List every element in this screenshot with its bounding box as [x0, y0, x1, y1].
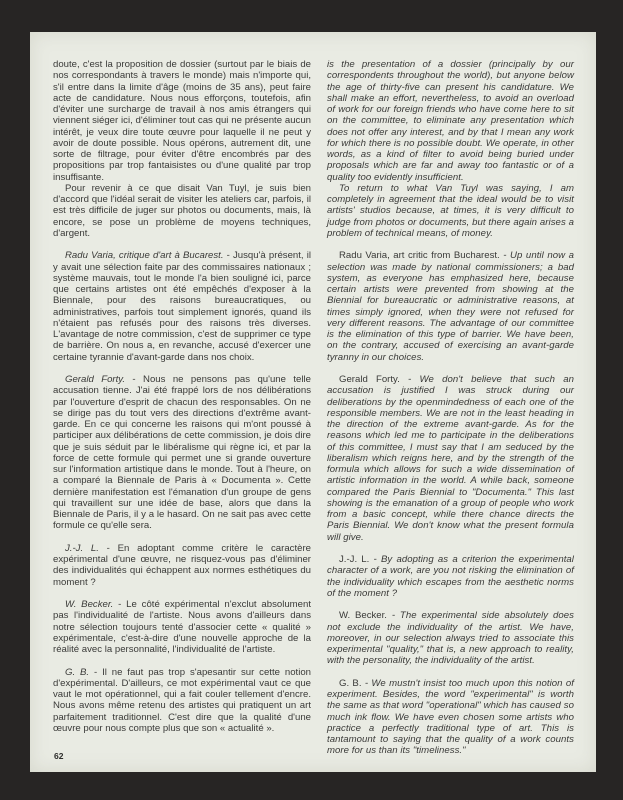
- paragraph-fr-2: [53, 250, 311, 363]
- speaker-name: Radu Varia, critique d'art à Bucarest.: [65, 250, 224, 262]
- paragraph-en-3: [327, 374, 574, 543]
- paragraph-text: - Le côté expérimental n'exclut absolument pas l'individualité de l'artiste. Nous avons d'ailleurs dans notre sélection toujours tenté d'associer cette « qualité » expérimentale, c'est-à-dire d'une nouvelle approche de la réalité avec la personnalité, l'individualité de l'artiste.: [53, 599, 312, 655]
- speaker-name: J.-J. L.: [65, 542, 99, 554]
- paragraph-text: - We mustn't insist too much upon this notion of experiment. Besides, the word "experimental" is worth the same as that word "operational" which has caused so much ink flow. We have even chosen some artists who practice a perfectly traditional type of art. This is tantamount to saying that the quality of a work counts more for us than its "timeliness.": [327, 677, 574, 757]
- paragraph-fr-1: [53, 183, 311, 239]
- page-number: 62: [54, 751, 64, 761]
- paragraph-en-6: [327, 678, 574, 757]
- paragraph-text: doute, c'est la proposition de dossier (surtout par le biais de nos correspondants à travers le monde) mais n'importe qui, s'il entre dans la limite d'âge (moins de 35 ans), peut faire acte de candidature. Nous nous efforçons, toutefois, afin d'éviter une surcharge de travail à nos amis étrangers qui viennent siéger ici, d'éliminer tout cas qui ne présente aucun intérêt, je veux dire toute œuvre pour laquelle il ne peut y avoir de doute possible. Nous opérons, autrement dit, une sorte de filtrage, pour éviter d'être encombrés par des propositions par trop fantaisistes ou d'une qualité par trop insuffisante.: [53, 59, 311, 183]
- speaker-name: W. Becker.: [339, 610, 387, 622]
- paragraph-fr-3: [53, 374, 311, 532]
- paragraph-text: - By adopting as a criterion the experimental character of a work, are you not risking the elimination of the individuality which escapes from the aesthetic norms of the moment ?: [327, 554, 574, 599]
- paragraph-text: To return to what Van Tuyl was saying, I am completely in agreement that the ideal would be to visit artists' studios because, at times, it is very difficult to judge from photos or documents, but there again arises a problem of technical means, of money.: [327, 182, 574, 239]
- magazine-page: [30, 32, 596, 772]
- speaker-name: J.-J. L.: [339, 554, 370, 565]
- paragraph-text: - Il ne faut pas trop s'apesantir sur cette notion d'expérimental. D'ailleurs, ce mot expérimental vaut ce que vaut le mot opérationnel, qui a fait couler tellement d'encre. Nous avons même retenu des artistes qui pratiquent un art parfaitement traditionnel. C'est dire que la qualité d'une œuvre pour nous compte plus que son « actualité ».: [53, 666, 312, 734]
- paragraph-en-5: [327, 610, 574, 666]
- paragraph-text: is the presentation of a dossier (principally by our correspondents throughout the world), but anyone below the age of thirty-five can present his candidature. We shall make an effort, nevertheless, to avoid an overload of work for our foreign friends who have come here to sit on the committee, to eliminate any presentation which does not offer any interest, and by that I mean any work for which there is no possible doubt. We operate, in other words, as a kind of filter to avoid being buried under proposals which are far and away too fantastic or of a quality too evidently insufficient.: [327, 59, 574, 183]
- speaker-name: G. B.: [339, 677, 362, 689]
- paragraph-text: - Up until now a selection was made by national commissioners; a bad system, as everyone has emphasized here, because certain artists were prevented from showing at the Biennial for bureaucratic or administrative reasons, at times simply ignored, when they were not refused for very different reasons. The advantage of our committee is the elimination of this type of barrier. We have been, on the contrary, accused of exercising an avant-garde tyranny in our choices.: [327, 250, 574, 363]
- speaker-name: Radu Varia, art critic from Bucharest.: [339, 250, 500, 262]
- paragraph-text: - The experimental side absolutely does not exclude the individuality of the artist. We have, moreover, in our selection always tried to associate this experimental "quality," that is, a new approach to reality, with the personality, the individuality of the artist.: [327, 610, 574, 667]
- paragraph-en-1: [327, 183, 574, 239]
- paragraph-fr-4: [53, 543, 311, 588]
- paragraph-en-4: [327, 554, 574, 599]
- french-column: [53, 59, 311, 734]
- paragraph-en-2: [327, 250, 574, 363]
- paragraph-fr-0: [53, 59, 311, 183]
- paragraph-text: - We don't believe that such an accusation is justified I was struck during our deliberations by the openmindedness of each one of the responsible members. We are not in the least heading in the direction of the extreme avant-garde. As for the reasons which led me to participate in the deliberations of this committee, I must say that I am seduced by the liberalism which reigns here, and by the strength of the formula which allows for such a wide dissemination of artistic information in the world. A while back, someone compared the Paris Biennial to "Documenta." This last showing is the emanation of a group of people who work from a basic concept, while there chance directs the Paris Biennial. We don't know what the present formula will give.: [327, 374, 574, 543]
- paragraph-fr-6: [53, 667, 311, 735]
- paragraph-text: - Nous ne pensons pas qu'une telle accusation tienne. J'ai été frappé lors de nos délibérations par l'ouverture d'esprit de chacun des responsables. On ne se dirige pas du tout vers des directions d'extrême avant-garde. En ce qui concerne les raisons qui m'ont poussé à participer aux délibérations de cette commission, je dois dire que je suis séduit par le libéralisme qui règne ici, et par la force de cette formule qui permet une si grande ouverture sur l'information artistique dans le monde. Tout à l'heure, on a comparé la Biennale de Paris à « Documenta ». Cette dernière manifestation est l'émanation d'un groupe de gens qui travaillent sur une idée de base, alors que dans la Biennale de Paris, il y a le hasard. On ne sait pas avec cette formule ce qu'elle sera.: [53, 374, 311, 532]
- speaker-name: W. Becker.: [65, 599, 114, 610]
- paragraph-text: Pour revenir à ce que disait Van Tuyl, je suis bien d'accord que l'idéal serait de visiter les ateliers car, parfois, il est très difficile de juger sur photos ou documents, mais, là encore, se pose un problème de moyens techniques, d'argent.: [53, 182, 311, 239]
- english-column: [327, 59, 574, 757]
- speaker-name: Gerald Forty.: [65, 374, 126, 385]
- paragraph-fr-5: [53, 599, 311, 655]
- paragraph-en-0: [327, 59, 574, 183]
- speaker-name: G. B.: [65, 666, 90, 678]
- paragraph-text: - Jusqu'à présent, il y avait une sélection faite par des commissaires nationaux ; système mauvais, tout le monde l'a bien souligné ici, parce que certains artistes ont été empêchés d'exposer à la Biennale, pour des raisons bureaucratiques, ou administratives, parfois tout simplement ignorés, quand ils n'étaient pas refusés pour des raisons très diverses. L'avantage de notre commission, c'est de supprimer ce type de barrière. On nous a, en revanche, accusé d'exercer une certaine tyrannie d'avant-garde dans nos choix.: [53, 250, 311, 363]
- paragraph-text: - En adoptant comme critère le caractère expérimental d'une œuvre, ne risquez-vous pas d'éliminer des individualités qui échappent aux normes esthétiques du moment ?: [53, 542, 311, 588]
- speaker-name: Gerald Forty.: [339, 374, 400, 385]
